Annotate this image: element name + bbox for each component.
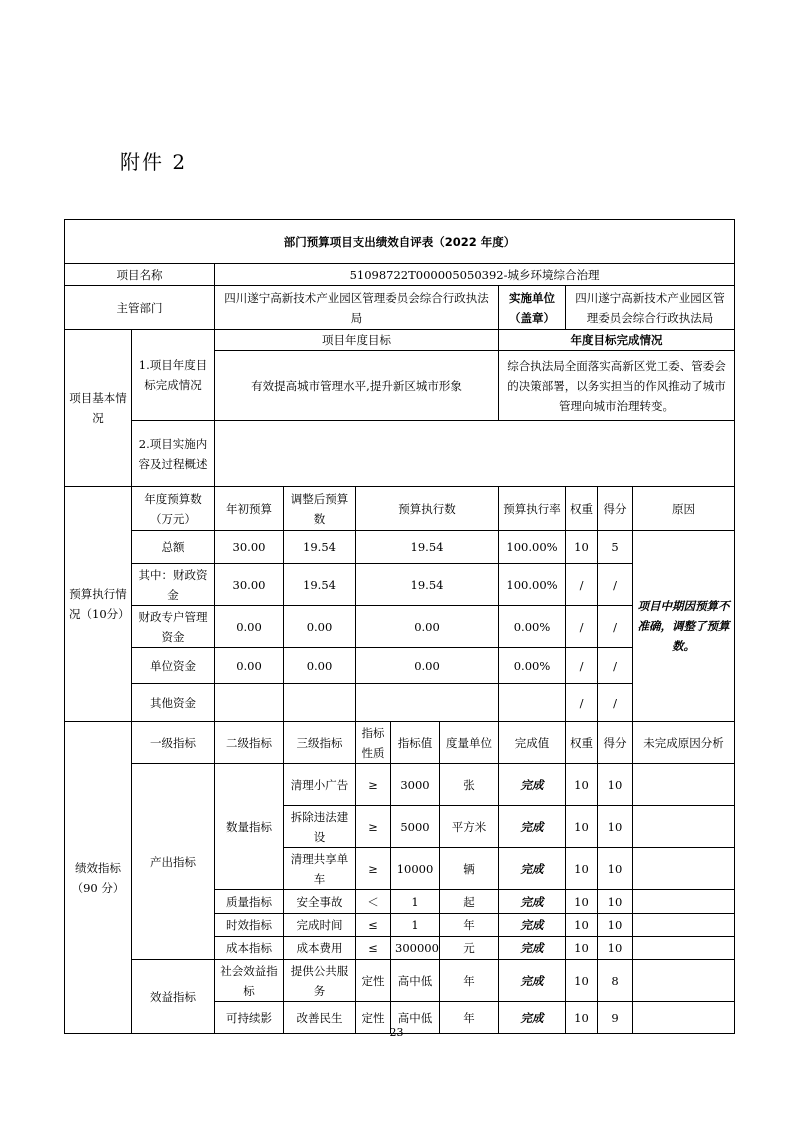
perf-header: 完成值 — [499, 722, 566, 764]
budget-rate: 100.00% — [499, 564, 566, 606]
perf-level2: 质量指标 — [215, 890, 284, 914]
budget-adjusted — [284, 684, 356, 722]
perf-reason — [633, 914, 735, 937]
perf-level2: 时效指标 — [215, 914, 284, 937]
perf-weight: 10 — [566, 1002, 598, 1034]
perf-nature: ≤ — [356, 914, 391, 937]
perf-level3: 完成时间 — [284, 914, 356, 937]
department-label: 主管部门 — [65, 286, 215, 330]
perf-weight: 10 — [566, 806, 598, 848]
budget-section-label: 预算执行情况（10分） — [65, 487, 132, 722]
perf-value: 高中低 — [391, 1002, 440, 1034]
budget-adjusted: 19.54 — [284, 564, 356, 606]
perf-done: 完成 — [499, 848, 566, 890]
budget-row-name: 单位资金 — [132, 648, 215, 684]
perf-nature: ≥ — [356, 764, 391, 806]
budget-score: / — [598, 648, 633, 684]
budget-executed — [356, 684, 499, 722]
perf-value: 1 — [391, 890, 440, 914]
perf-header: 权重 — [566, 722, 598, 764]
budget-score: / — [598, 606, 633, 648]
perf-reason — [633, 960, 735, 1002]
perf-nature: ≤ — [356, 937, 391, 960]
perf-header: 度量单位 — [440, 722, 499, 764]
project-name-label: 项目名称 — [65, 264, 215, 286]
perf-done: 完成 — [499, 806, 566, 848]
perf-level1-benefit: 效益指标 — [132, 960, 215, 1034]
budget-executed: 19.54 — [356, 564, 499, 606]
perf-unit: 元 — [440, 937, 499, 960]
table-title: 部门预算项目支出绩效自评表（2022 年度） — [65, 220, 735, 264]
perf-unit: 起 — [440, 890, 499, 914]
perf-level3: 成本费用 — [284, 937, 356, 960]
perf-weight: 10 — [566, 848, 598, 890]
budget-adjusted: 0.00 — [284, 606, 356, 648]
perf-header: 三级指标 — [284, 722, 356, 764]
budget-weight: / — [566, 648, 598, 684]
budget-weight: / — [566, 684, 598, 722]
budget-header: 年度预算数（万元） — [132, 487, 215, 531]
budget-weight: / — [566, 564, 598, 606]
budget-rate: 0.00% — [499, 606, 566, 648]
budget-score: / — [598, 684, 633, 722]
perf-level3: 提供公共服务 — [284, 960, 356, 1002]
budget-initial: 30.00 — [215, 564, 284, 606]
budget-header: 原因 — [633, 487, 735, 531]
perf-weight: 10 — [566, 764, 598, 806]
perf-header: 指标性质 — [356, 722, 391, 764]
budget-row-name: 其他资金 — [132, 684, 215, 722]
budget-rate: 0.00% — [499, 648, 566, 684]
perf-reason — [633, 806, 735, 848]
perf-level2-quantity: 数量指标 — [215, 764, 284, 890]
basic-item1-label: 1.项目年度目标完成情况 — [132, 330, 215, 421]
perf-reason — [633, 890, 735, 914]
perf-level3: 改善民生 — [284, 1002, 356, 1034]
perf-done: 完成 — [499, 764, 566, 806]
perf-score: 10 — [598, 937, 633, 960]
budget-header: 调整后预算数 — [284, 487, 356, 531]
budget-rate — [499, 684, 566, 722]
budget-weight: / — [566, 606, 598, 648]
perf-nature: ≥ — [356, 806, 391, 848]
department-value: 四川遂宁高新技术产业园区管理委员会综合行政执法局 — [215, 286, 499, 330]
perf-score: 8 — [598, 960, 633, 1002]
perf-weight: 10 — [566, 937, 598, 960]
perf-level3: 清理小广告 — [284, 764, 356, 806]
perf-done: 完成 — [499, 960, 566, 1002]
basic-item2-value — [215, 421, 735, 487]
budget-executed: 19.54 — [356, 531, 499, 564]
perf-value: 3000 — [391, 764, 440, 806]
perf-score: 10 — [598, 890, 633, 914]
basic-section-label: 项目基本情况 — [65, 330, 132, 487]
perf-done: 完成 — [499, 914, 566, 937]
budget-executed: 0.00 — [356, 606, 499, 648]
perf-header: 指标值 — [391, 722, 440, 764]
budget-rate: 100.00% — [499, 531, 566, 564]
budget-adjusted: 0.00 — [284, 648, 356, 684]
perf-header: 未完成原因分析 — [633, 722, 735, 764]
perf-reason — [633, 848, 735, 890]
perf-reason — [633, 764, 735, 806]
perf-unit: 张 — [440, 764, 499, 806]
budget-header: 权重 — [566, 487, 598, 531]
project-name-value: 51098722T000005050392-城乡环境综合治理 — [215, 264, 735, 286]
goal-column-header: 项目年度目标 — [215, 330, 499, 351]
perf-value: 1 — [391, 914, 440, 937]
self-evaluation-table — [64, 219, 735, 1034]
basic-item2-label: 2.项目实施内容及过程概述 — [132, 421, 215, 487]
budget-initial: 0.00 — [215, 648, 284, 684]
budget-score: 5 — [598, 531, 633, 564]
perf-score: 10 — [598, 806, 633, 848]
perf-score: 9 — [598, 1002, 633, 1034]
perf-value: 高中低 — [391, 960, 440, 1002]
implementing-unit-label: 实施单位（盖章） — [499, 286, 566, 330]
perf-done: 完成 — [499, 937, 566, 960]
perf-score: 10 — [598, 914, 633, 937]
perf-nature: ≥ — [356, 848, 391, 890]
perf-value: 5000 — [391, 806, 440, 848]
perf-level3: 清理共享单车 — [284, 848, 356, 890]
budget-row-name: 财政专户管理资金 — [132, 606, 215, 648]
perf-nature: 定性 — [356, 960, 391, 1002]
budget-row-name: 总额 — [132, 531, 215, 564]
budget-header: 预算执行数 — [356, 487, 499, 531]
budget-weight: 10 — [566, 531, 598, 564]
perf-weight: 10 — [566, 890, 598, 914]
budget-adjusted: 19.54 — [284, 531, 356, 564]
perf-nature: 定性 — [356, 1002, 391, 1034]
perf-unit: 平方米 — [440, 806, 499, 848]
budget-executed: 0.00 — [356, 648, 499, 684]
page-number: 23 — [389, 1026, 404, 1039]
completion-column-header: 年度目标完成情况 — [499, 330, 735, 351]
perf-header: 二级指标 — [215, 722, 284, 764]
budget-reason: 项目中期因预算不准确，调整了预算数。 — [633, 531, 735, 722]
budget-initial — [215, 684, 284, 722]
perf-done: 完成 — [499, 890, 566, 914]
perf-level2: 可持续影 — [215, 1002, 284, 1034]
perf-reason — [633, 937, 735, 960]
perf-score: 10 — [598, 764, 633, 806]
perf-weight: 10 — [566, 914, 598, 937]
budget-row-name: 其中：财政资金 — [132, 564, 215, 606]
perf-nature: ＜ — [356, 890, 391, 914]
perf-weight: 10 — [566, 960, 598, 1002]
completion-text: 综合执法局全面落实高新区党工委、管委会的决策部署，以务实担当的作风推动了城市管理向城市治理转变。 — [499, 351, 735, 421]
perf-value: 10000 — [391, 848, 440, 890]
perf-level3: 拆除违法建设 — [284, 806, 356, 848]
perf-level3: 安全事故 — [284, 890, 356, 914]
budget-score: / — [598, 564, 633, 606]
goal-text: 有效提高城市管理水平,提升新区城市形象 — [215, 351, 499, 421]
budget-initial: 0.00 — [215, 606, 284, 648]
budget-header: 得分 — [598, 487, 633, 531]
perf-unit: 辆 — [440, 848, 499, 890]
perf-header: 一级指标 — [132, 722, 215, 764]
perf-level1-output: 产出指标 — [132, 764, 215, 960]
perf-value: 300000 — [391, 937, 440, 960]
implementing-unit-value: 四川遂宁高新技术产业园区管理委员会综合行政执法局 — [566, 286, 735, 330]
perf-unit: 年 — [440, 914, 499, 937]
budget-initial: 30.00 — [215, 531, 284, 564]
perf-header: 得分 — [598, 722, 633, 764]
perf-level2: 成本指标 — [215, 937, 284, 960]
perf-score: 10 — [598, 848, 633, 890]
perf-done: 完成 — [499, 1002, 566, 1034]
perf-unit: 年 — [440, 1002, 499, 1034]
attachment-label: 附件 2 — [120, 150, 188, 174]
perf-section-label: 绩效指标（90 分） — [65, 722, 132, 1034]
perf-level2: 社会效益指标 — [215, 960, 284, 1002]
budget-header: 年初预算 — [215, 487, 284, 531]
budget-header: 预算执行率 — [499, 487, 566, 531]
perf-unit: 年 — [440, 960, 499, 1002]
